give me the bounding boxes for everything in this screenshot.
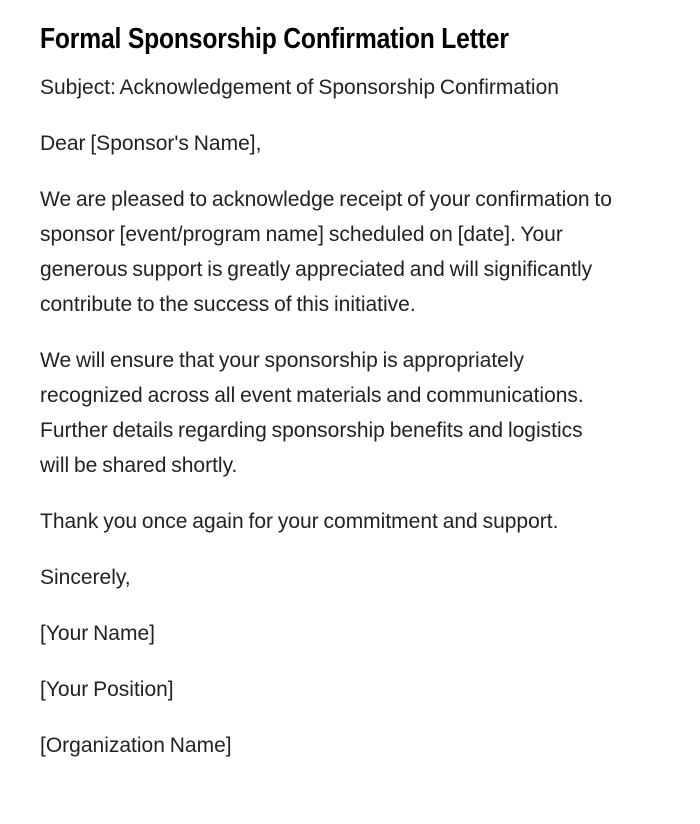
signature-organization: [Organization Name] (40, 734, 232, 757)
paragraph-thanks: Thank you once again for your commitment and support. (40, 510, 559, 533)
salutation: Dear [Sponsor's Name], (40, 132, 262, 155)
paragraph-acknowledgement: We are pleased to acknowledge receipt of your confirmation to sponsor [event/program name] scheduled on [date]. Your generous support is greatly appreciated and will significantly contribute to the success of this initiative. (40, 188, 612, 316)
letter-title: Formal Sponsorship Confirmation Letter (40, 23, 509, 55)
paragraph-recognition: We will ensure that your sponsorship is appropriately recognized across all event materials and communications. Further details regarding sponsorship benefits and logistics will be shared shortly. (40, 349, 584, 477)
closing-sincerely: Sincerely, (40, 566, 131, 589)
signature-position: [Your Position] (40, 678, 174, 701)
subject-line: Subject: Acknowledgement of Sponsorship Confirmation (40, 76, 559, 99)
signature-name: [Your Name] (40, 622, 155, 645)
